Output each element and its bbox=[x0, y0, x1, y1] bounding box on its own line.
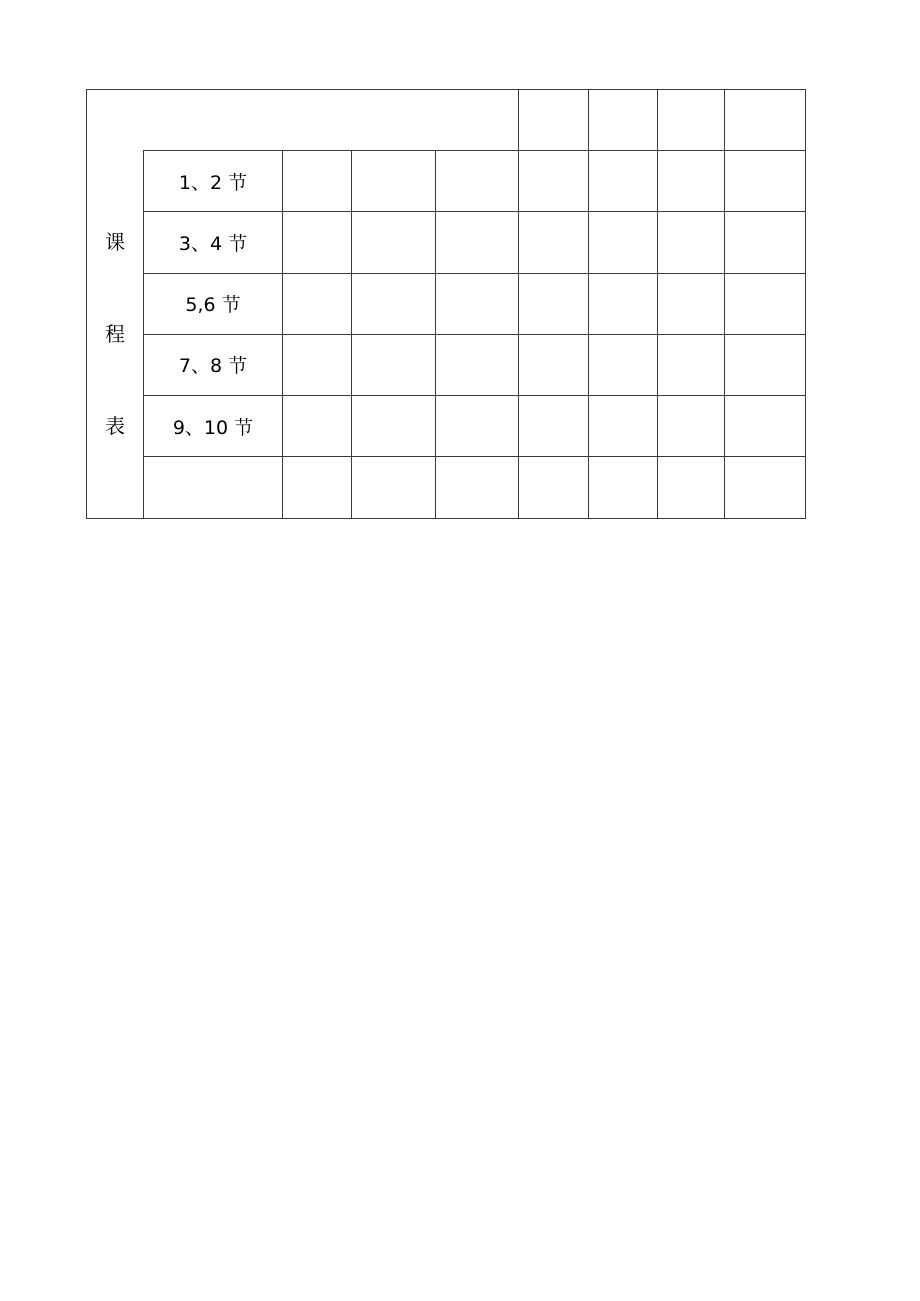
table-cell bbox=[352, 396, 436, 457]
table-cell bbox=[658, 212, 725, 273]
table-cell bbox=[519, 151, 589, 212]
table-cell bbox=[589, 396, 658, 457]
table-cell bbox=[352, 273, 436, 334]
side-title-cell bbox=[87, 151, 144, 519]
table-cell bbox=[519, 212, 589, 273]
period-label: 3、4 节 bbox=[144, 212, 283, 273]
table-cell bbox=[589, 334, 658, 395]
table-cell bbox=[589, 212, 658, 273]
table-cell bbox=[589, 457, 658, 518]
table-cell bbox=[658, 151, 725, 212]
table-cell bbox=[436, 334, 519, 395]
table-cell bbox=[352, 457, 436, 518]
table-cell bbox=[283, 334, 352, 395]
table-cell bbox=[519, 457, 589, 518]
period-label: 5,6 节 bbox=[144, 273, 283, 334]
period-label bbox=[144, 457, 283, 518]
table-cell bbox=[352, 212, 436, 273]
table-cell bbox=[436, 457, 519, 518]
table-cell bbox=[352, 151, 436, 212]
table-row bbox=[87, 334, 806, 395]
table-row bbox=[87, 212, 806, 273]
table-cell bbox=[725, 273, 806, 334]
header-cell bbox=[658, 90, 725, 151]
table-row bbox=[87, 273, 806, 334]
table-cell bbox=[658, 396, 725, 457]
side-title bbox=[87, 151, 143, 518]
table-cell bbox=[725, 396, 806, 457]
table-cell bbox=[283, 212, 352, 273]
header-cell bbox=[725, 90, 806, 151]
table-cell bbox=[725, 151, 806, 212]
table-row bbox=[87, 457, 806, 518]
table-cell bbox=[436, 396, 519, 457]
table-cell bbox=[725, 457, 806, 518]
table-cell bbox=[589, 273, 658, 334]
header-cell bbox=[519, 90, 589, 151]
table-row bbox=[87, 396, 806, 457]
table-cell bbox=[658, 334, 725, 395]
table-cell bbox=[519, 334, 589, 395]
header-corner-cell bbox=[87, 90, 519, 151]
table-cell bbox=[283, 457, 352, 518]
table-cell bbox=[658, 273, 725, 334]
table-cell bbox=[283, 151, 352, 212]
header-cell bbox=[589, 90, 658, 151]
table-cell bbox=[519, 273, 589, 334]
period-label: 7、8 节 bbox=[144, 334, 283, 395]
table-cell bbox=[436, 151, 519, 212]
side-title-char: 程 bbox=[105, 321, 125, 346]
table-cell bbox=[589, 151, 658, 212]
header-row bbox=[87, 90, 806, 151]
table-cell bbox=[436, 212, 519, 273]
table-cell bbox=[658, 457, 725, 518]
table-cell bbox=[283, 396, 352, 457]
table-cell bbox=[519, 396, 589, 457]
table-cell bbox=[725, 334, 806, 395]
side-title-char: 课 bbox=[105, 229, 125, 254]
period-label: 9、10 节 bbox=[144, 396, 283, 457]
table-cell bbox=[725, 212, 806, 273]
table-cell bbox=[352, 334, 436, 395]
schedule-table bbox=[86, 89, 806, 519]
table-cell bbox=[283, 273, 352, 334]
side-title-char: 表 bbox=[105, 413, 125, 438]
table-cell bbox=[436, 273, 519, 334]
period-label: 1、2 节 bbox=[144, 151, 283, 212]
table-row bbox=[87, 151, 806, 212]
